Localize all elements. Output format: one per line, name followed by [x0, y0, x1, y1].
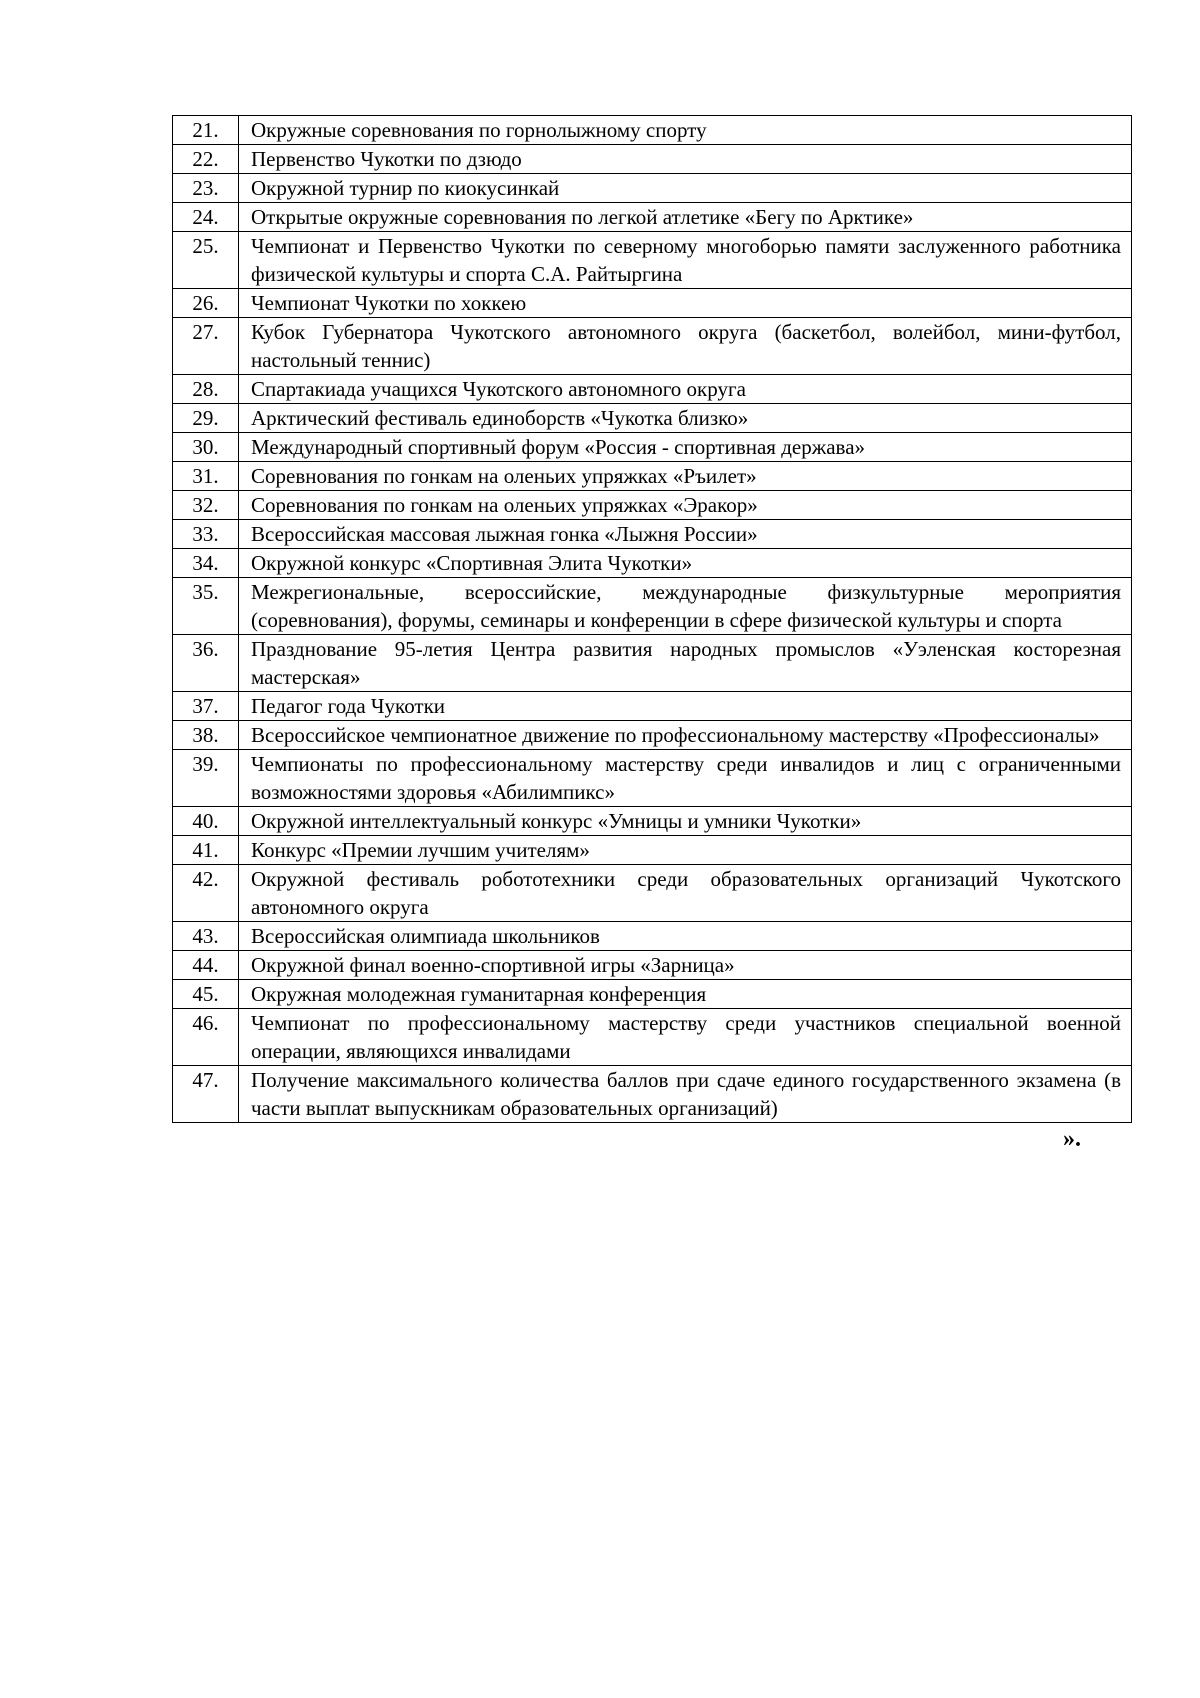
- table-row: [173, 836, 1132, 865]
- event-name: Окружные соревнования по горнолыжному спорту: [239, 116, 1132, 145]
- event-name: Окружной интеллектуальный конкурс «Умницы и умники Чукотки»: [239, 807, 1132, 836]
- table-row: [173, 692, 1132, 721]
- row-number: 24.: [173, 203, 239, 232]
- row-number: 23.: [173, 174, 239, 203]
- event-name: Межрегиональные, всероссийские, международные физкультурные мероприятия (соревнования), форумы, семинары и конференции в сфере физической культуры и спорта: [239, 578, 1132, 635]
- event-name: Педагог года Чукотки: [239, 692, 1132, 721]
- row-number: 30.: [173, 433, 239, 462]
- event-name: Всероссийская олимпиада школьников: [239, 922, 1132, 951]
- event-name: Соревнования по гонкам на оленьих упряжках «Эракор»: [239, 491, 1132, 520]
- row-number: 45.: [173, 980, 239, 1009]
- table-row: [173, 289, 1132, 318]
- event-name: Получение максимального количества баллов при сдаче единого государственного экзамена (в части выплат выпускникам образовательных организаций): [239, 1066, 1132, 1123]
- table-row: [173, 549, 1132, 578]
- table-row: [173, 635, 1132, 692]
- event-name: Соревнования по гонкам на оленьих упряжках «Ръилет»: [239, 462, 1132, 491]
- table-row: [173, 750, 1132, 807]
- table-row: [173, 404, 1132, 433]
- event-name: Чемпионат Чукотки по хоккею: [239, 289, 1132, 318]
- event-name: Празднование 95-летия Центра развития народных промыслов «Уэленская косторезная мастерская»: [239, 635, 1132, 692]
- event-name: Международный спортивный форум «Россия - спортивная держава»: [239, 433, 1132, 462]
- events-table-body: [173, 116, 1132, 1123]
- row-number: 38.: [173, 721, 239, 750]
- event-name: Всероссийская массовая лыжная гонка «Лыжня России»: [239, 520, 1132, 549]
- event-name: Спартакиада учащихся Чукотского автономного округа: [239, 375, 1132, 404]
- row-number: 36.: [173, 635, 239, 692]
- row-number: 21.: [173, 116, 239, 145]
- row-number: 44.: [173, 951, 239, 980]
- table-row: [173, 145, 1132, 174]
- table-row: [173, 491, 1132, 520]
- row-number: 22.: [173, 145, 239, 174]
- row-number: 29.: [173, 404, 239, 433]
- table-row: [173, 462, 1132, 491]
- closing-quote-mark: ».: [1063, 1126, 1081, 1152]
- table-row: [173, 174, 1132, 203]
- row-number: 46.: [173, 1009, 239, 1066]
- row-number: 37.: [173, 692, 239, 721]
- row-number: 27.: [173, 318, 239, 375]
- event-name: Открытые окружные соревнования по легкой атлетике «Бегу по Арктике»: [239, 203, 1132, 232]
- event-name: Всероссийское чемпионатное движение по профессиональному мастерству «Профессионалы»: [239, 721, 1132, 750]
- event-name: Арктический фестиваль единоборств «Чукотка близко»: [239, 404, 1132, 433]
- row-number: 32.: [173, 491, 239, 520]
- row-number: 33.: [173, 520, 239, 549]
- row-number: 47.: [173, 1066, 239, 1123]
- table-row: [173, 1066, 1132, 1123]
- event-name: Окружной конкурс «Спортивная Элита Чукотки»: [239, 549, 1132, 578]
- event-name: Чемпионат по профессиональному мастерству среди участников специальной военной операции, являющихся инвалидами: [239, 1009, 1132, 1066]
- row-number: 40.: [173, 807, 239, 836]
- row-number: 39.: [173, 750, 239, 807]
- row-number: 35.: [173, 578, 239, 635]
- table-row: [173, 433, 1132, 462]
- event-name: Окружная молодежная гуманитарная конференция: [239, 980, 1132, 1009]
- row-number: 31.: [173, 462, 239, 491]
- row-number: 28.: [173, 375, 239, 404]
- event-name: Окружной турнир по киокусинкай: [239, 174, 1132, 203]
- table-row: [173, 980, 1132, 1009]
- table-row: [173, 721, 1132, 750]
- table-row: [173, 922, 1132, 951]
- row-number: 43.: [173, 922, 239, 951]
- table-row: [173, 203, 1132, 232]
- table-row: [173, 951, 1132, 980]
- event-name: Конкурс «Премии лучшим учителям»: [239, 836, 1132, 865]
- row-number: 25.: [173, 232, 239, 289]
- table-row: [173, 520, 1132, 549]
- table-row: [173, 116, 1132, 145]
- event-name: Окружной финал военно-спортивной игры «Зарница»: [239, 951, 1132, 980]
- event-name: Кубок Губернатора Чукотского автономного округа (баскетбол, волейбол, мини-футбол, настольный теннис): [239, 318, 1132, 375]
- row-number: 26.: [173, 289, 239, 318]
- table-row: [173, 578, 1132, 635]
- table-row: [173, 865, 1132, 922]
- table-row: [173, 807, 1132, 836]
- table-row: [173, 375, 1132, 404]
- events-table: [172, 115, 1132, 1123]
- table-row: [173, 318, 1132, 375]
- event-name: Окружной фестиваль робототехники среди образовательных организаций Чукотского автономного округа: [239, 865, 1132, 922]
- event-name: Чемпионаты по профессиональному мастерству среди инвалидов и лиц с ограниченными возможностями здоровья «Абилимпикс»: [239, 750, 1132, 807]
- table-row: [173, 232, 1132, 289]
- table-row: [173, 1009, 1132, 1066]
- row-number: 41.: [173, 836, 239, 865]
- event-name: Чемпионат и Первенство Чукотки по северному многоборью памяти заслуженного работника физической культуры и спорта С.А. Райтыргина: [239, 232, 1132, 289]
- row-number: 34.: [173, 549, 239, 578]
- row-number: 42.: [173, 865, 239, 922]
- event-name: Первенство Чукотки по дзюдо: [239, 145, 1132, 174]
